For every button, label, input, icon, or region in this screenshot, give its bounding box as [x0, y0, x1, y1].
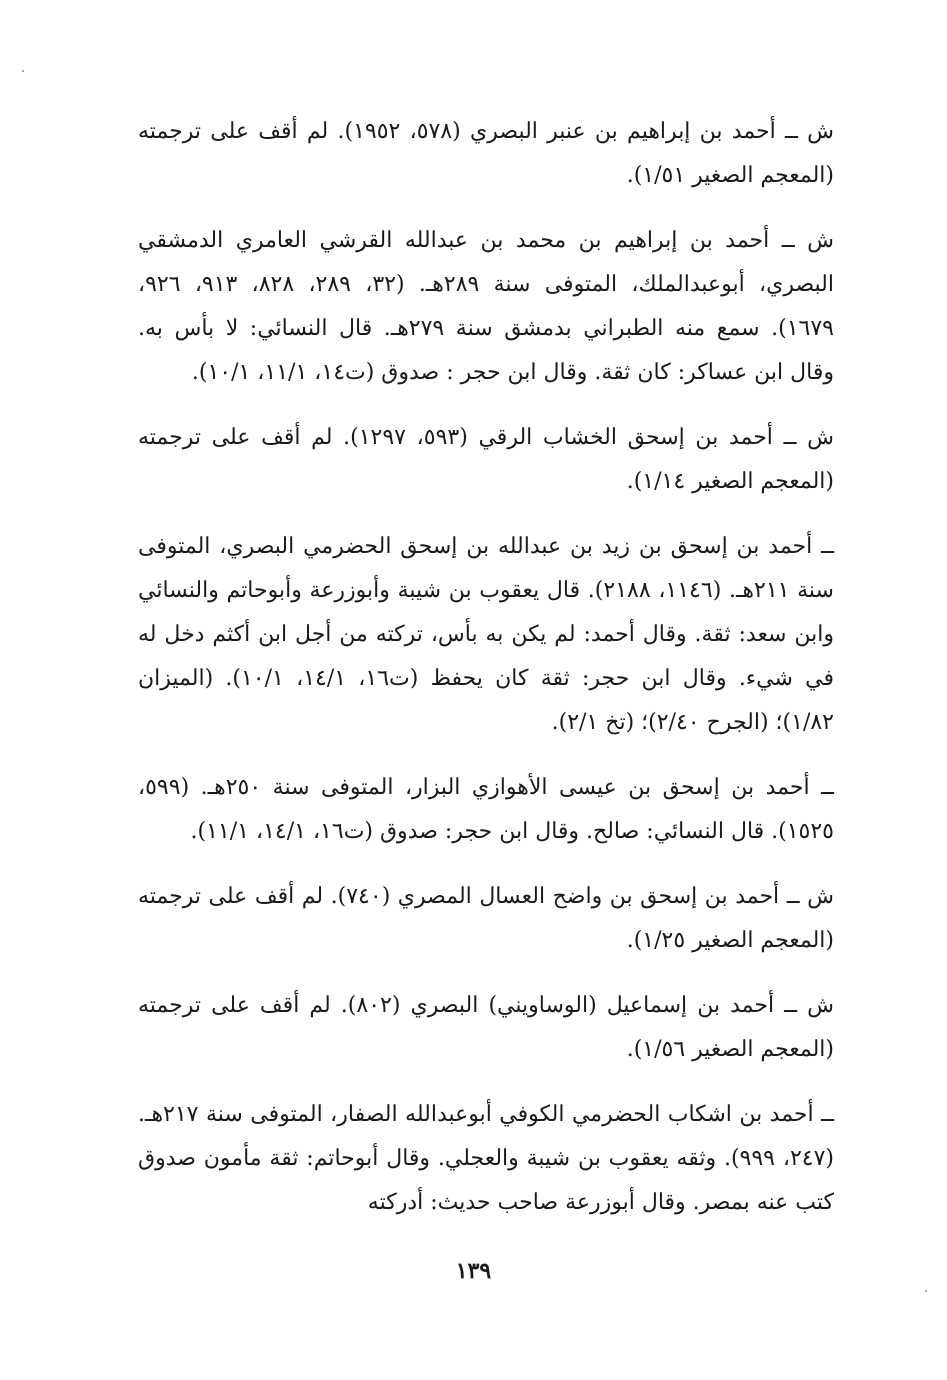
entries-column — [138, 110, 834, 1246]
entry-ahmad-ibn-ibrahim-ibn-anbar: ش ــ أحمد بن إبراهيم بن عنبر البصري (٥٧٨، ١٩٥٢). لم أقف على ترجمته (المعجم الصغير ١/٥١). — [138, 119, 835, 188]
scan-speck — [925, 1290, 927, 1292]
entry-ahmad-ibn-ishaq-al-assal: ش ــ أحمد بن إسحق بن واضح العسال المصري (٧٤٠). لم أقف على ترجمته (المعجم الصغير ١/٢٥). — [138, 884, 834, 953]
entry-ahmad-ibn-ismail-al-wasawini: ش ــ أحمد بن إسماعيل (الوساويني) البصري (٨٠٢). لم أقف على ترجمته (المعجم الصغير ١/٥٦). — [138, 993, 834, 1062]
entry-ahmad-ibn-ibrahim-al-dimashqi: ش ــ أحمد بن إبراهيم بن محمد بن عبدالله القرشي العامري الدمشقي البصري، أبوعبدالملك، المتوفى سنة ٢٨٩هـ. (٣٢، ٢٨٩، ٨٢٨، ٩١٣، ٩٢٦، ١٦٧٩). سمع منه الطبراني بدمشق سنة ٢٧٩هـ. قال النسائي: لا بأس به. وقال ابن عساكر: كان ثقة. وقال ابن حجر : صدوق (ت١٤، ١١/١، ١٠/١). — [138, 228, 834, 385]
entry-ahmad-ibn-ishaq-al-hadrami: ــ أحمد بن إسحق بن زيد بن عبدالله بن إسحق الحضرمي البصري، المتوفى سنة ٢١١هـ. (١١٤٦، ٢١٨٨). قال يعقوب بن شيبة وأبوزرعة وأبوحاتم والنسائي وابن سعد: ثقة. وقال أحمد: لم يكن به بأس، تركته من أجل ابن أكثم دخل له في شيء. وقال ابن حجر: ثقة كان يحفظ (ت١٦، ١٤/١، ١٠/١). (الميزان ١/٨٢)؛ (الجرح ٢/٤٠)؛ (تخ ٢/١). — [138, 534, 835, 735]
entry-ahmad-ibn-ishkab: ــ أحمد بن اشكاب الحضرمي الكوفي أبوعبدالله الصفار، المتوفى سنة ٢١٧هـ. (٢٤٧، ٩٩٩). وثقه يعقوب بن شيبة والعجلي. وقال أبوحاتم: ثقة مأمون صدوق كتب عنه بمصر. وقال أبوزرعة صاحب حديث: أدركته — [138, 1102, 834, 1215]
entry-ahmad-ibn-ishaq-al-khashshab: ش ــ أحمد بن إسحق الخشاب الرقي (٥٩٣، ١٢٩٧). لم أقف على ترجمته (المعجم الصغير ١/١٤). — [138, 425, 834, 494]
page-number: ١٣٩ — [455, 1258, 492, 1284]
scan-speck — [22, 70, 24, 72]
entry-ahmad-ibn-ishaq-al-ahwazi: ــ أحمد بن إسحق بن عيسى الأهوازي البزار، المتوفى سنة ٢٥٠هـ. (٥٩٩، ١٥٢٥). قال النسائي: صالح. وقال ابن حجر: صدوق (ت١٦، ١٤/١، ١١/١). — [138, 775, 834, 844]
